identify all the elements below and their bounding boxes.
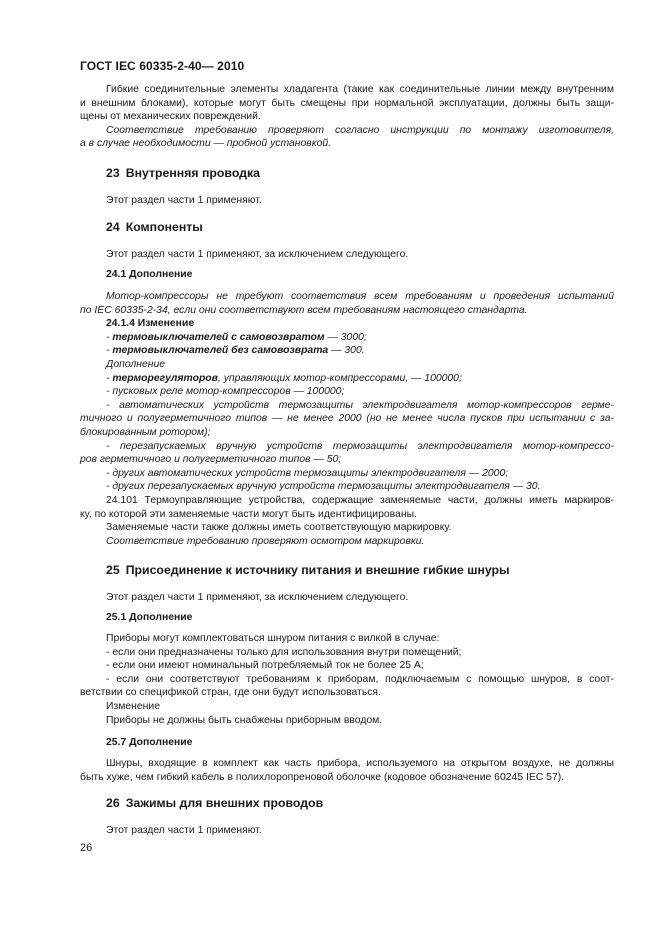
section-title: Зажимы для внешних проводов — [125, 796, 324, 810]
change-label: Изменение — [106, 700, 160, 712]
list-item: - автоматических устройств термозащиты электродвигателя мотор-компрессоров герме- — [106, 399, 615, 411]
text-line: Шнуры, входящие в комплект как часть прибора, используемого на открытом воздухе, не должны — [106, 758, 614, 769]
intro-line: щены от механических повреждений. — [80, 111, 261, 123]
section-25-text: Этот раздел части 1 применяют, за исключением следующего. — [106, 592, 409, 603]
compliance-line: Соответствие требованию проверяют согласно инструкции по монтажу изготовителя, — [106, 124, 614, 136]
intro-line: Гибкие соединительные элементы хладагента (такие как соединительные линии между внутренним — [106, 84, 614, 95]
section-25-heading — [106, 563, 510, 577]
list-item-cont: ветствии со спецификой стран, где они будут использоваться. — [80, 687, 381, 699]
list-item: - термовыключателей без самовозврата — 300. — [106, 345, 365, 357]
text-line: Заменяемые части также должны иметь соответствующую маркировку. — [106, 522, 452, 534]
list-item-cont: блокированным ротором); — [80, 426, 211, 438]
list-item: - других перезапускаемых вручную устройств термозащиты электродвигателя — 30. — [106, 481, 541, 493]
list-item: - терморегуляторов, управляющих мотор-компрессорами, — 100000; — [106, 372, 462, 384]
section-23-heading — [106, 166, 260, 180]
list-item: - других автоматических устройств термозащиты электродвигателя — 2000; — [106, 467, 509, 479]
section-title: Присоединение к источнику питания и внешние гибкие шнуры — [125, 563, 510, 577]
list-item: - пусковых реле мотор-компрессоров — 100000; — [106, 386, 345, 398]
section-26-text: Этот раздел части 1 применяют. — [106, 825, 262, 836]
text-line: 24.101 Термоуправляющие устройства, содержащие заменяемые части, должны иметь маркиров- — [106, 494, 614, 506]
section-23-text: Этот раздел части 1 применяют. — [106, 195, 262, 206]
list-item: - если они предназначены только для использования внутри помещений; — [106, 646, 462, 658]
subsection-25-1-heading: 25.1 Дополнение — [106, 612, 193, 623]
section-number: 24 — [106, 220, 120, 234]
section-24-body — [80, 290, 614, 548]
section-25-body — [80, 632, 614, 727]
list-item: - термовыключателей с самовозвратом — 3000; — [106, 331, 367, 343]
list-item-cont: ров герметичного и полугерметичного типов — 50; — [80, 454, 342, 466]
compliance-line: Соответствие требованию проверяют осмотром маркировки. — [106, 535, 425, 547]
text-line: Мотор-компрессоры не требуют соответствия всем требованиям и проведения испытаний — [106, 291, 614, 302]
section-24-heading — [106, 220, 203, 234]
list-item: - если они имеют номинальный потребляемый ток не более 25 А; — [106, 660, 424, 672]
addition-label: Дополнение — [106, 358, 165, 370]
section-number: 26 — [106, 796, 120, 810]
text-line: по IEC 60335-2-34, если они соответствуют всем требованиям настоящего стандарта. — [80, 304, 528, 316]
section-25-7-body — [80, 757, 614, 784]
text-line: быть хуже, чем гибкий кабель в полихлоропреновой оболочке (кодовое обозначение 60245 IEC 57). — [80, 771, 565, 783]
subsection-24-1-heading: 24.1 Дополнение — [106, 269, 193, 280]
intro-paragraph — [80, 83, 614, 151]
subsection-24-1-4-heading: 24.1.4 Изменение — [106, 318, 195, 330]
section-26-heading — [106, 796, 323, 810]
list-item-cont: тичного и полугерметичного типов — не менее 2000 (но не менее числа пусков при испытании с за- — [80, 413, 614, 425]
list-item: - если они соответствуют требованиям к приборам, подключаемым с помощью шнуров, в соот- — [106, 673, 614, 685]
section-title: Внутренняя проводка — [125, 166, 260, 180]
section-number: 25 — [106, 563, 120, 577]
intro-line: и внешним блоками), которые могут быть смещены при нормальной эксплуатации, должны быть защи- — [80, 97, 614, 109]
page-number: 26 — [80, 842, 93, 854]
document-header: ГОСТ IEC 60335-2-40— 2010 — [80, 59, 245, 73]
subsection-25-7-heading: 25.7 Дополнение — [106, 737, 193, 748]
list-item: - перезапускаемых вручную устройств термозащиты электродвигателя мотор-компрессо- — [106, 440, 614, 452]
section-number: 23 — [106, 166, 120, 180]
text-line: Приборы не должны быть снабжены приборным вводом. — [106, 714, 383, 726]
section-24-text: Этот раздел части 1 применяют, за исключением следующего. — [106, 249, 409, 260]
section-title: Компоненты — [125, 220, 203, 234]
text-line: Приборы могут комплектоваться шнуром питания с вилкой в случае: — [106, 633, 440, 644]
text-line: ку, по которой эти заменяемые части могут быть идентифицированы. — [80, 508, 417, 520]
compliance-line: а в случае необходимости — пробной установкой. — [80, 138, 332, 150]
